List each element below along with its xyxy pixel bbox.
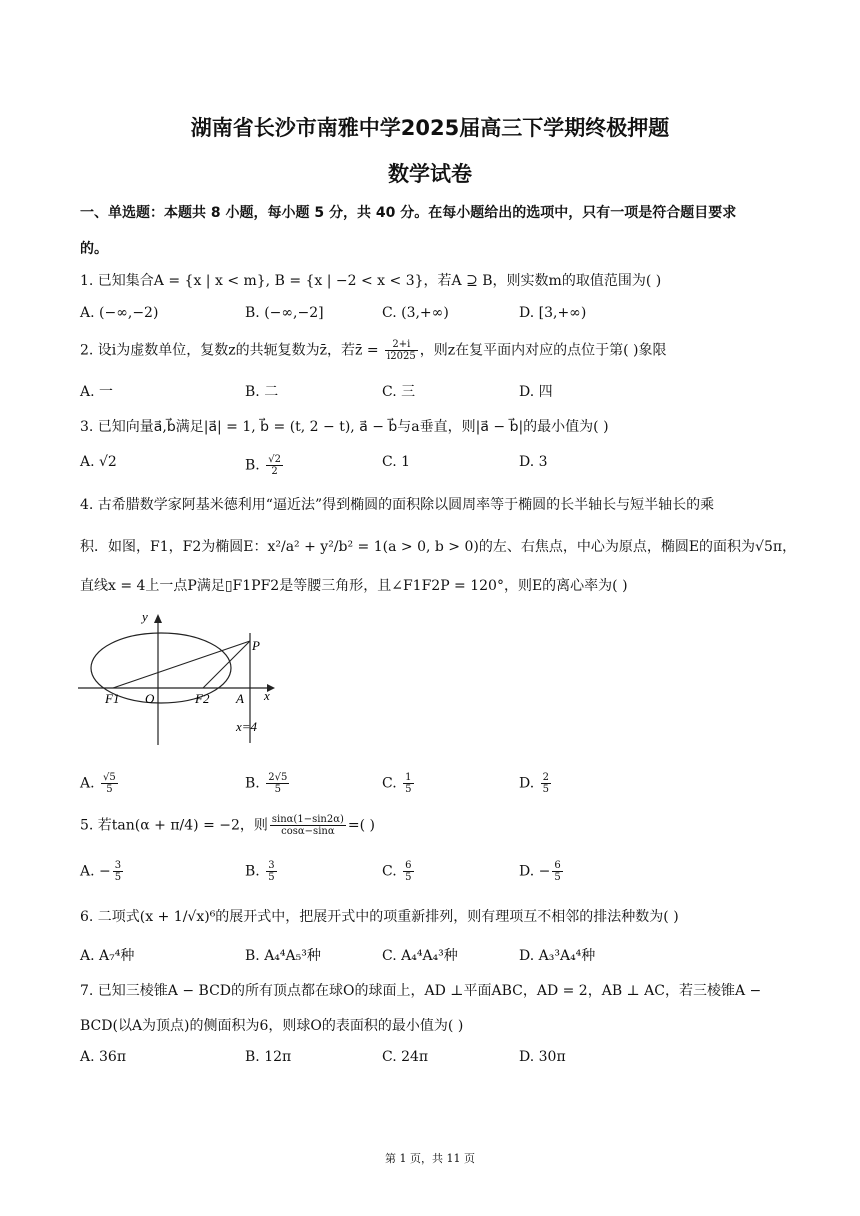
q4-option-b-num: 2√5 xyxy=(268,772,288,783)
q5-option-d-label: D. − xyxy=(519,863,551,880)
q6-option-c: C. A₄⁴A₄³种 xyxy=(382,948,458,964)
q5-option-b-num: 3 xyxy=(268,860,275,871)
q3-option-b-den: 2 xyxy=(271,466,278,477)
q5-stem-part1: 5. 若tan(α + π/4) = −2，则 xyxy=(80,817,268,834)
q4-stem-line1: 4. 古希腊数学家阿基米德利用“逼近法”得到椭圆的面积除以圆周率等于椭圆的长半轴长与短半轴长的乘 xyxy=(80,497,715,513)
label-x: x xyxy=(264,688,270,703)
q5-option-a-label: A. − xyxy=(80,863,111,880)
label-p: P xyxy=(252,638,260,653)
q4-options xyxy=(80,772,780,794)
q4-option-c-fraction xyxy=(403,772,413,795)
q5-option-a-fraction xyxy=(113,860,123,883)
q4-option-d-num: 2 xyxy=(542,772,550,783)
q5-option-c xyxy=(382,860,416,883)
label-o: O xyxy=(145,691,155,706)
q4-stem-line3: 直线x = 4上一点P满足▯F1PF2是等腰三角形，且∠F1F2P = 120°，则E的离心率为( ) xyxy=(80,578,628,594)
q5-option-c-label: C. xyxy=(382,863,397,880)
q7-stem-line1: 7. 已知三棱锥A − BCD的所有顶点都在球O的球面上，AD ⊥平面ABC，AD = 2，AB ⊥ AC，若三棱锥A − xyxy=(80,983,762,999)
label-y: y xyxy=(142,609,148,624)
q5-option-a xyxy=(80,860,125,883)
q6-options xyxy=(80,945,780,967)
q3-options xyxy=(80,454,780,476)
label-line-x4: x=4 xyxy=(236,719,258,734)
label-f2: F2 xyxy=(195,691,210,706)
q5-option-a-den: 5 xyxy=(114,872,122,883)
q5-option-c-num: 6 xyxy=(405,860,412,871)
q5-option-a-num: 3 xyxy=(114,860,122,871)
q4-option-b-fraction xyxy=(266,772,289,795)
q5-fraction-den: cosα−sinα xyxy=(281,826,335,837)
q5-option-d-den: 5 xyxy=(554,872,561,883)
q4-option-c-den: 5 xyxy=(405,784,412,795)
q4-option-d xyxy=(519,772,553,795)
q5-fraction-num: sinα(1−sin2α) xyxy=(271,814,344,825)
q5-option-d-fraction xyxy=(552,860,562,883)
q4-stem-line2 xyxy=(80,536,796,556)
q1-stem: 1. 已知集合A = {x | x < m}, B = {x | −2 < x < 3}，若A ⊇ B，则实数m的取值范围为( ) xyxy=(80,273,662,289)
q4-option-c-label: C. xyxy=(382,775,397,792)
q5-option-b-label: B. xyxy=(245,863,260,880)
q2-options xyxy=(80,381,780,403)
q3-option-b-label: B. xyxy=(245,457,260,474)
q6-option-b: B. A₄⁴A₅³种 xyxy=(245,948,321,964)
q3-stem: 3. 已知向量a⃗,b⃗满足|a⃗| = 1, b⃗ = (t, 2 − t), a⃗ − b⃗与a垂直，则|a⃗ − b⃗|的最小值为( ) xyxy=(80,419,609,435)
q4-option-b-den: 5 xyxy=(274,784,281,795)
q4-option-d-fraction xyxy=(541,772,551,795)
q5-stem-part2: =( ) xyxy=(347,817,375,834)
q5-option-b-den: 5 xyxy=(268,872,275,883)
q4-option-a-den: 5 xyxy=(106,784,113,795)
q2-option-c: C. 三 xyxy=(382,384,416,400)
q3-option-c: C. 1 xyxy=(382,454,411,470)
q2-stem-part2: ，则z在复平面内对应的点位于第( )象限 xyxy=(419,342,667,359)
q4-option-a-fraction xyxy=(101,772,118,795)
section-instructions-line2: 的。 xyxy=(80,241,108,257)
q5-option-d-num: 6 xyxy=(554,860,561,871)
q2-option-d: D. 四 xyxy=(519,384,553,400)
q1-option-a: A. (−∞,−2) xyxy=(80,305,159,321)
q5-option-c-den: 5 xyxy=(405,872,412,883)
q3-option-a: A. √2 xyxy=(80,454,117,470)
q2-fraction-den: i2025 xyxy=(387,351,416,362)
exam-subtitle: 数学试卷 xyxy=(388,162,472,186)
q5-options xyxy=(80,860,780,882)
label-a: A xyxy=(236,691,244,706)
q1-options xyxy=(80,305,780,327)
q4-stem-line2-part1: 积．如图，F1，F2为椭圆E： xyxy=(80,539,268,555)
q3-option-d: D. 3 xyxy=(519,454,548,470)
q1-option-c: C. (3,+∞) xyxy=(382,305,449,321)
q5-stem xyxy=(80,814,375,837)
q6-option-a: A. A₇⁴种 xyxy=(80,948,135,964)
q4-option-d-label: D. xyxy=(519,775,535,792)
q2-stem-part1: 2. 设i为虚数单位，复数z的共轭复数为z̄，若z̄ = xyxy=(80,342,384,359)
q7-options xyxy=(80,1049,780,1071)
q2-fraction-num: 2+i xyxy=(385,339,418,351)
q3-option-b xyxy=(245,454,285,477)
q2-option-b: B. 二 xyxy=(245,384,279,400)
q4-option-c-num: 1 xyxy=(405,772,412,783)
ellipse-figure xyxy=(78,605,288,765)
q4-option-c xyxy=(382,772,416,795)
y-axis-arrow xyxy=(154,614,162,623)
q5-option-c-fraction xyxy=(403,860,413,883)
q4-option-a xyxy=(80,772,120,795)
q5-option-b xyxy=(245,860,279,883)
q4-option-a-label: A. xyxy=(80,775,95,792)
q7-option-a: A. 36π xyxy=(80,1049,127,1065)
q2-stem xyxy=(80,339,666,362)
q7-option-c: C. 24π xyxy=(382,1049,429,1065)
exam-title: 湖南省长沙市南雅中学2025届高三下学期终极押题 xyxy=(190,116,670,140)
q1-option-b: B. (−∞,−2] xyxy=(245,305,324,321)
q5-fraction xyxy=(270,814,346,837)
q3-option-b-num: √2 xyxy=(268,454,281,465)
page-footer: 第 1 页，共 11 页 xyxy=(385,1152,475,1165)
segment-f1-p xyxy=(113,641,250,688)
q2-fraction xyxy=(385,339,418,362)
q7-option-d: D. 30π xyxy=(519,1049,566,1065)
q5-option-b-fraction xyxy=(266,860,276,883)
q4-option-a-num: √5 xyxy=(103,772,116,783)
q6-stem: 6. 二项式(x + 1/√x)⁶的展开式中，把展开式中的项重新排列，则有理项互不相邻的排法种数为( ) xyxy=(80,909,679,925)
q4-option-d-den: 5 xyxy=(542,784,550,795)
q7-stem-line2: BCD(以A为顶点)的侧面积为6，则球O的表面积的最小值为( ) xyxy=(80,1018,464,1034)
q1-option-d: D. [3,+∞) xyxy=(519,305,587,321)
q3-option-b-fraction xyxy=(266,454,283,477)
q6-option-d: D. A₃³A₄⁴种 xyxy=(519,948,596,964)
q4-option-b xyxy=(245,772,291,795)
section-instructions-line1: 一、单选题：本题共 8 小题，每小题 5 分，共 40 分。在每小题给出的选项中，只有一项是符合题目要求 xyxy=(80,205,737,221)
q4-stem-line2-part2: x²/a² + y²/b² = 1(a > 0, b > 0)的左、右焦点，中心为原点，椭圆E的面积为√5π， xyxy=(267,539,797,555)
q7-option-b: B. 12π xyxy=(245,1049,292,1065)
q4-option-b-label: B. xyxy=(245,775,260,792)
q2-option-a: A. 一 xyxy=(80,384,114,400)
label-f1: F1 xyxy=(105,691,120,706)
q5-option-d xyxy=(519,860,565,883)
